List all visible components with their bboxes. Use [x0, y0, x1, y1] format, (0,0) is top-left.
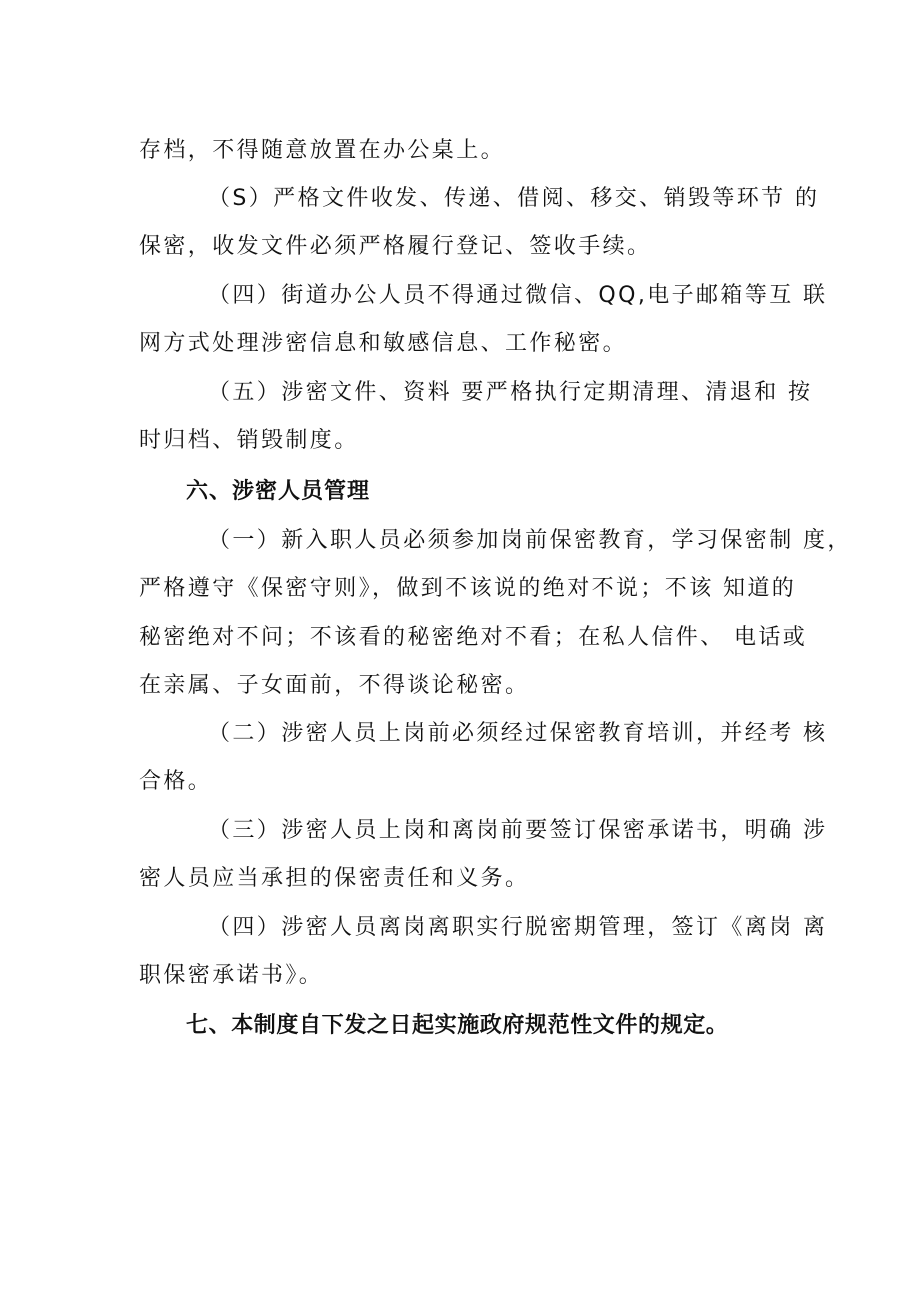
paragraph-line: 存档，不得随意放置在办公桌上。 — [139, 138, 506, 163]
section-heading: 七、本制度自下发之日起实施政府规范性文件的规定。 — [186, 1013, 729, 1038]
paragraph-line: （四）街道办公人员不得通过微信、QQ,电子邮箱等互 联 — [208, 283, 828, 308]
paragraph-line: 网方式处理涉密信息和敏感信息、工作秘密。 — [139, 331, 628, 356]
paragraph-line: 时归档、销毁制度。 — [139, 428, 359, 453]
paragraph-line: （三）涉密人员上岗和离岗前要签订保密承诺书，明确 涉 — [208, 818, 828, 843]
section-heading: 六、涉密人员管理 — [186, 479, 371, 504]
paragraph-line: 职保密承诺书》。 — [139, 963, 324, 988]
paragraph-line: （二）涉密人员上岗前必须经过保密教育培训，并经考 核 — [208, 721, 828, 746]
paragraph-line: （一）新入职人员必须参加岗前保密教育，学习保密制 度， — [208, 528, 852, 553]
paragraph-line: 在亲属、子女面前，不得谈论秘密。 — [139, 673, 530, 698]
paragraph-line: 严格遵守《保密守则》，做到不该说的绝对不说；不该 知道的 — [139, 576, 797, 601]
paragraph-line: 合格。 — [139, 769, 213, 794]
paragraph-line: （五）涉密文件、资料 要严格执行定期清理、清退和 按 — [208, 380, 813, 405]
paragraph-line: 秘密绝对不问；不该看的秘密绝对不看；在私人信件、 电话或 — [139, 625, 808, 650]
paragraph-line: 密人员应当承担的保密责任和义务。 — [139, 866, 530, 891]
paragraph-line: 保密，收发文件必须严格履行登记、签收手续。 — [139, 234, 652, 259]
paragraph-line: （S）严格文件收发、传递、借阅、移交、销毁等环节 的 — [208, 186, 820, 211]
paragraph-line: （四）涉密人员离岗离职实行脱密期管理，签订《离岗 离 — [208, 915, 828, 940]
